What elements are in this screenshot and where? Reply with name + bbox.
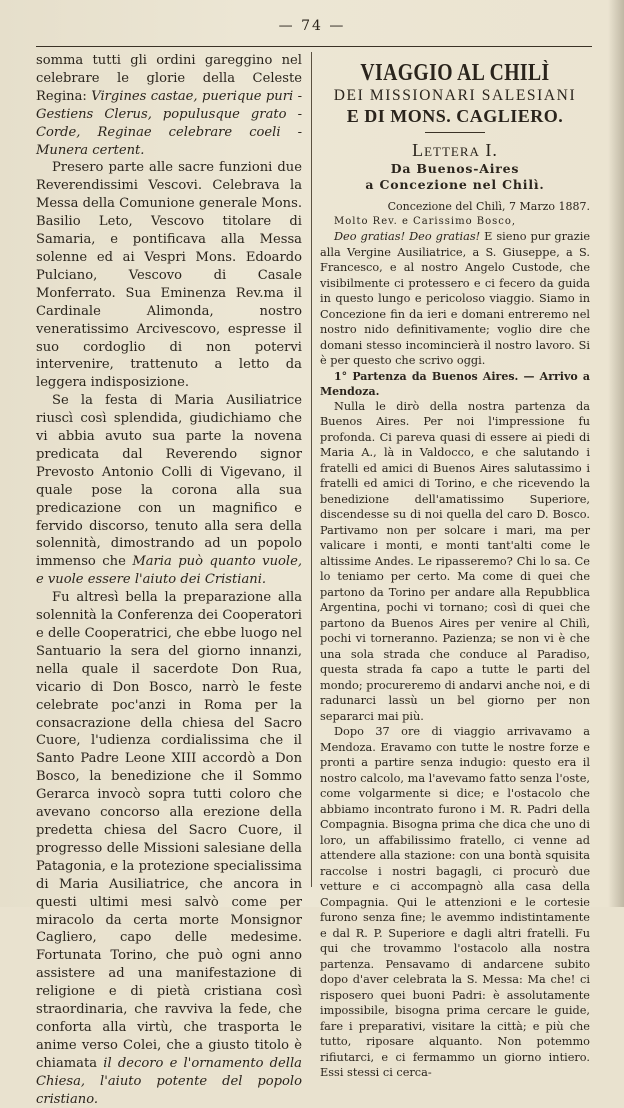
page-edge-shadow bbox=[608, 0, 624, 907]
paragraph-italic-text: il decoro e l'ornamento della Chiesa, l'aiuto potente del popolo cristiano. bbox=[36, 1055, 302, 1107]
page-number: — 74 — bbox=[278, 18, 346, 34]
letter-salutation: Molto Rev. e Carissimo Bosco, bbox=[334, 216, 517, 227]
paragraph-text: Presero parte alle sacre funzioni due Reverendissimi Vescovi. Celebrava la Messa della Comunione generale Mons. Basilio Leto, Vescovo titolare di Samaria, e pontificava alla Messa solenne ed ai Vespri Mons. Edoardo Pulciano, Vescovo di Casale Monferrato. Sua Eminenza Rev.ma il Cardinale Alimonda, nostro veneratissimo Arcivescovo, espresse il suo cordoglio di non potervi intervenire, trattenuto a letto da leggera indisposizione. bbox=[36, 160, 302, 391]
letter-route-line-2: a Concezione nel Chilì. bbox=[365, 177, 545, 192]
article-subtitle: DEI MISSIONARI SALESIANI bbox=[333, 87, 577, 104]
right-paragraph-2: Dopo 37 ore di viaggio arrivavamo a Mendoza. Eravamo con tutte le nostre forze e pronti a partire senza indugio: questo era il nostro calcolo, ma l'avevamo fatto senza l'oste, come volgarmente si dice; e l'ostacolo che abbiamo incontrato furono i M. R. Padri della Compagnia. Bisogna prima che dica che uno di loro, un affabilissimo fratello, ci venne ad attendere alla stazione: con una bontà squisita raccolse i nostri bagagli, ci procurò due vetture e ci accompagnò alla casa della Compagnia. Qui le attenzioni e le cortesie furono senza fine; le avemmo indistintamente e dal R. P. Superiore e dagli altri fratelli. Fu qui che trovammo l'ostacolo alla nostra partenza. Pensavamo di andarcene subito dopo d'aver celebrata la S. Messa: Ma che! ci risposero quei buoni Padri: è assolutamente impossibile, bisogna prima cercare le guide, fare i preparativi, visitare la città; e più che tutto, riposare alquanto. Non potemmo rifiutarci, e ci fermammo un giorno intiero. Essi stessi ci cerca- bbox=[320, 725, 590, 1079]
left-paragraph-1 bbox=[36, 52, 302, 159]
paragraph-italic-text: Virgines castae, puerique puri - Gestiens Clerus, populusque grato - Corde, Reginae celebrare coeli - Munera certent. bbox=[36, 88, 302, 158]
right-paragraph-1: Nulla le dirò della nostra partenza da Buenos Aires. Per noi l'impressione fu profonda. Ci pareva quasi di essere ai piedi di Maria A., là in Valdocco, e che salutando i fratelli ed amici di Buenos Aires salutassimo i fratelli ed amici di Torino, e che ricevendo la benedizione dell'amatissimo Superiore, discendesse su di noi quella del caro D. Bosco. Partivamo non per solcare i mari, ma per valicare i monti, e monti tant'alti come le altissime Andes. Le ripasseremo? Chi lo sa. Ce lo teniamo per certo. Ma come di quei che partono da Torino per andare alla Repubblica Argentina, pochi vi tornano; così di quei che partono da Buenos Aires per venire al Chilì, pochi vi torneranno. Pazienza; se non vi è che una sola strada che conduce al Paradiso, questa strada fa capo a tutte le parti del mondo; procureremo di andarvi anche noi, e di radunarci lassù un bel giorno per non separarci mai più. bbox=[320, 399, 590, 723]
left-paragraph-2 bbox=[36, 159, 302, 392]
paragraph-italic-text: Maria può quanto vuole, e vuole essere l'aiuto dei Cristiani. bbox=[36, 554, 302, 588]
letter-route-line-1: Da Buenos-Aires bbox=[390, 161, 520, 176]
right-column bbox=[320, 56, 590, 1081]
header-rule bbox=[36, 46, 592, 47]
letter-place-date: Concezione del Chilì, 7 Marzo 1887. bbox=[387, 200, 590, 213]
letter-opening bbox=[320, 229, 590, 369]
title-divider bbox=[425, 132, 485, 133]
paragraph-text: somma tutti gli ordini gareggino nel celebrare le glorie della Celeste Regina: bbox=[36, 53, 302, 104]
section-title: 1° Partenza da Buenos Aires. — Arrivo a Mendoza. bbox=[320, 369, 590, 398]
opening-text: E sieno pur grazie alla Vergine Ausiliatrice, a S. Giuseppe, a S. Francesco, e al nostro Angelo Custode, che visibilmente ci protessero e ci fecero da guida in questo lungo e pericoloso viaggio. Siamo in Concezione fin da ieri e domani entreremo nel nostro nido definitivamente; voglio dire che domani stesso incomincierà il nostro lavoro. Si è per questo che scrivo oggi. bbox=[320, 230, 591, 367]
paragraph-text: Fu altresì bella la preparazione alla solennità la Conferenza dei Cooperatori e delle Cooperatrici, che ebbe luogo nel Santuario la sera del giorno innanzi, nella quale il sacerdote Don Rua, vicario di Don Bosco, narrò le feste celebrate poc'anzi in Roma per la consacrazione della chiesa del Sacro Cuore, l'udienza cordialissima che il Santo Padre Leone XIII accordò a Don Bosco, la benedizione che il Sommo Gerarca invocò sopra tutti coloro che avevano concorso alla erezione della predetta chiesa del Sacro Cuore, il progresso delle Missioni salesiane della Patagonia, e la protezione specialissima di Maria Ausiliatrice, che ancora in questi ultimi mesi salvò come per miracolo da certa morte Monsignor Cagliero, capo delle medesime. Fortunata Torino, che può ogni anno assistere ad una manifestazione di religione e di pietà cristiana così straordinaria, che ravviva la fede, che conforta alla virtù, che trasporta le anime verso Colei, che a giusto titolo è chiamata bbox=[36, 590, 302, 1071]
opening-italic-text: Deo gratias! Deo gratias! bbox=[334, 230, 481, 243]
letter-heading: Lettera I. bbox=[412, 140, 498, 160]
article-title: VIAGGIO AL CHILÌ bbox=[360, 60, 550, 86]
column-divider bbox=[311, 52, 312, 887]
left-column bbox=[36, 52, 302, 1108]
left-paragraph-3 bbox=[36, 392, 302, 589]
left-paragraph-4 bbox=[36, 589, 302, 1108]
paragraph-text: Se la festa di Maria Ausiliatrice riuscì così splendida, giudichiamo che vi abbia avuto sua parte la novena predicata dal Reverendo signor Prevosto Antonio Colli di Vigevano, il quale pose la corona alla sua predicazione con un magnifico e fervido discorso, tenuto alla sera della solennità, dimostrando ad un popolo immenso che bbox=[36, 393, 302, 570]
article-subtitle-2: E DI MONS. CAGLIERO. bbox=[346, 106, 564, 126]
